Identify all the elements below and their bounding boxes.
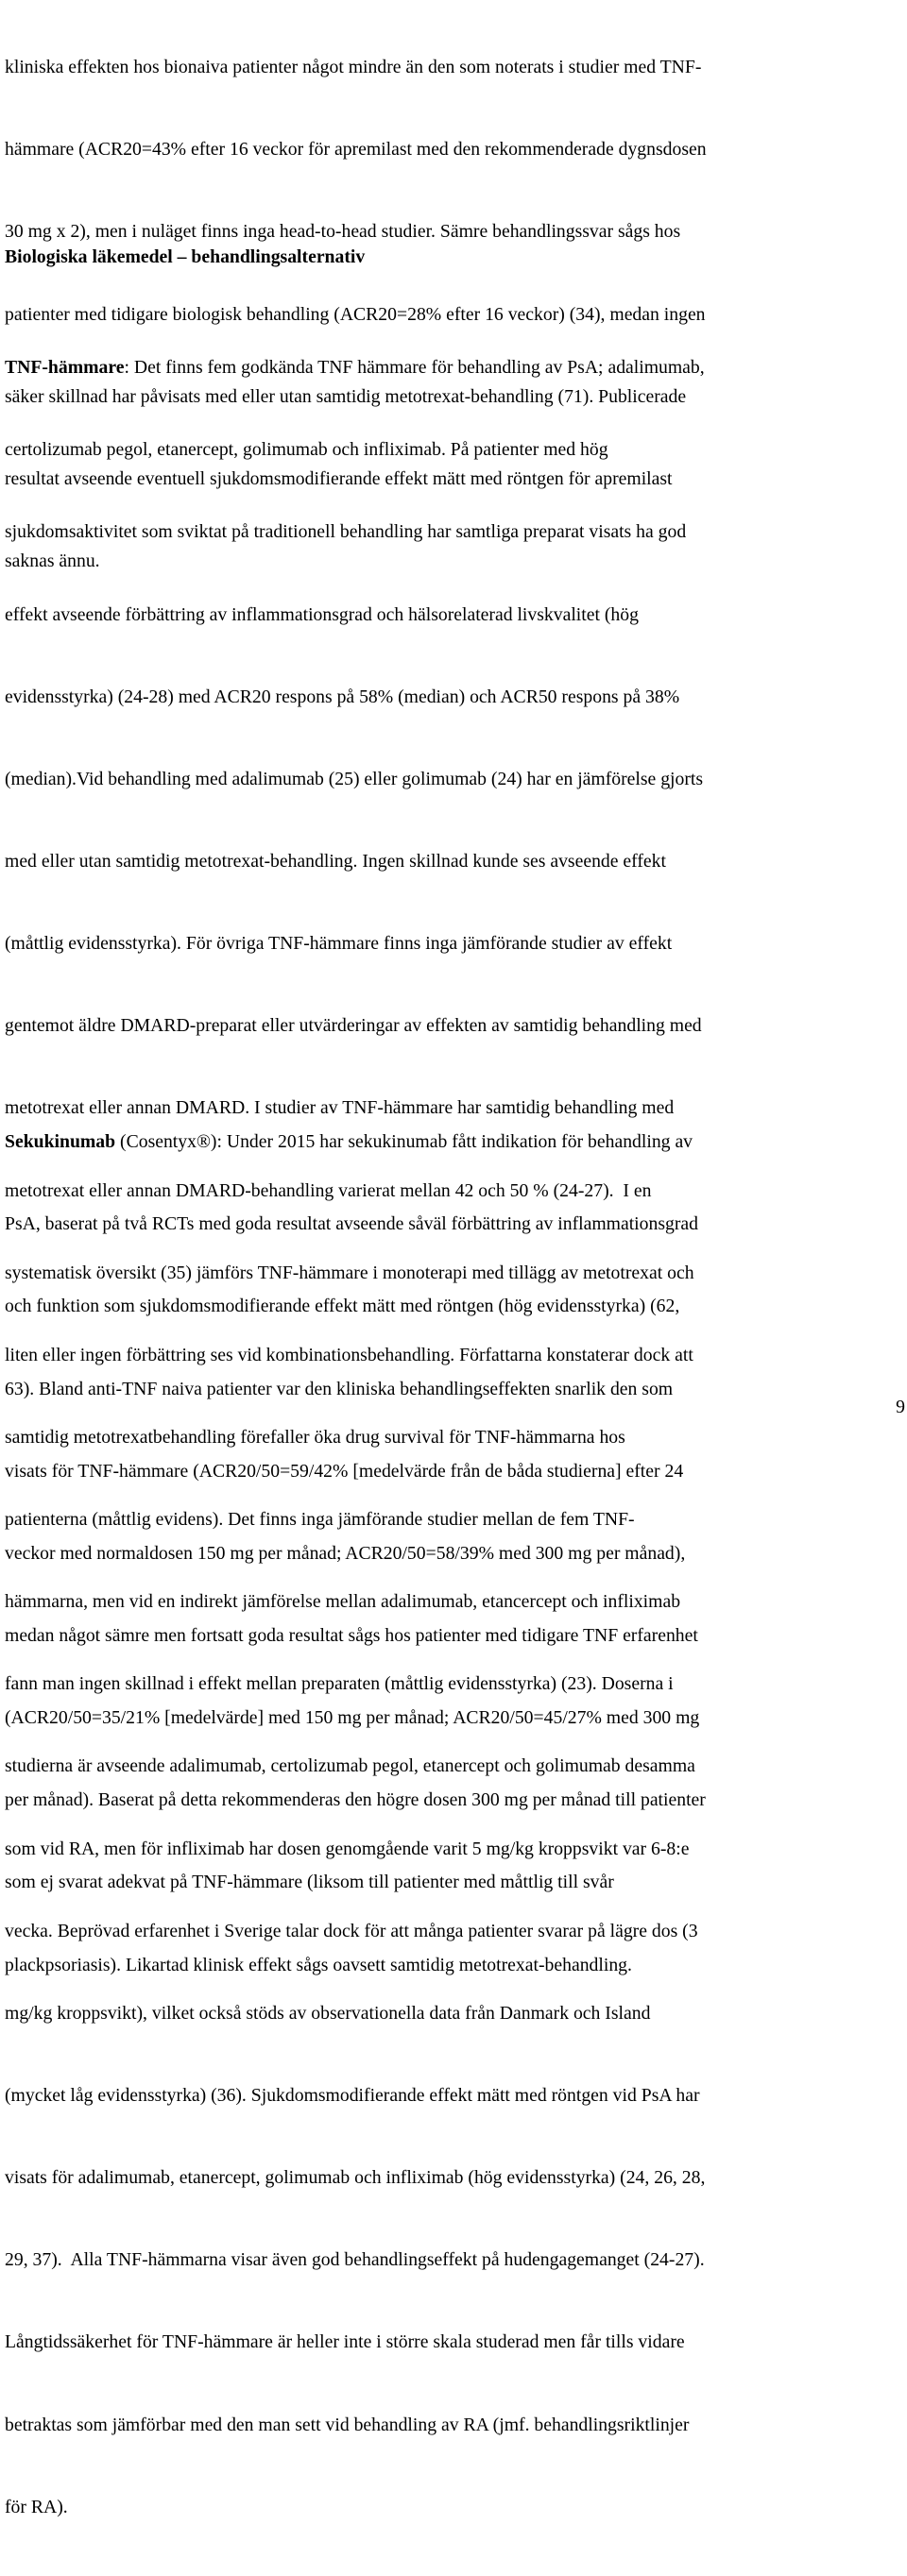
- text-line: samtidig metotrexatbehandling förefaller öka drug survival för TNF-hämmarna hos: [5, 1426, 625, 1448]
- text-line: (måttlig evidensstyrka). För övriga TNF-hämmare finns inga jämförande studier av effekt: [5, 933, 673, 955]
- text-line: liten eller ingen förbättring ses vid kombinationsbehandling. Författarna konstaterar dock att: [5, 1344, 693, 1365]
- text-line: som vid RA, men för infliximab har dosen genomgående varit 5 mg/kg kroppsvikt var 6-8:e: [5, 1838, 690, 1859]
- lead-term: TNF-hämmare: [5, 357, 125, 379]
- text-line: patienterna (måttlig evidens). Det finns inga jämförande studier mellan de fem TNF-: [5, 1509, 635, 1531]
- text-line: 30 mg x 2), men i nuläget finns inga head-to-head studier. Sämre behandlingssvar sågs hos: [5, 221, 681, 243]
- text-line: plackpsoriasis). Likartad klinisk effekt sågs oavsett samtidig metotrexat-behandling.: [5, 1954, 632, 1975]
- page-number: 9: [896, 1397, 905, 1417]
- text-line: visats för adalimumab, etanercept, golimumab och infliximab (hög evidensstyrka) (24, 26, 28,: [5, 2167, 706, 2189]
- text-line: studierna är avseende adalimumab, certolizumab pegol, etanercept och golimumab desamma: [5, 1755, 695, 1777]
- text-line: PsA, baserat på två RCTs med goda resultat avseende såväl förbättring av inflammationsgrad: [5, 1213, 698, 1235]
- text-line: per månad). Baserat på detta rekommenderas den högre dosen 300 mg per månad till patienter: [5, 1789, 706, 1811]
- text-line: effekt avseende förbättring av inflammationsgrad och hälsorelaterad livskvalitet (hög: [5, 603, 639, 625]
- text-line: [5, 354, 705, 381]
- section-heading: Biologiska läkemedel – behandlingsalternativ: [5, 246, 366, 267]
- text-line: metotrexat eller annan DMARD-behandling varierat mellan 42 och 50 % (24-27). I en: [5, 1179, 652, 1201]
- text-line: metotrexat eller annan DMARD. I studier av TNF-hämmare har samtidig behandling med: [5, 1097, 675, 1119]
- text-line: veckor med normaldosen 150 mg per månad; ACR20/50=58/39% med 300 mg per månad),: [5, 1542, 686, 1564]
- text-line: kliniska effekten hos bionaiva patienter något mindre än den som noterats i studier med TNF-: [5, 57, 702, 78]
- text-line: patienter med tidigare biologisk behandling (ACR20=28% efter 16 veckor) (34), medan ingen: [5, 303, 706, 325]
- text-line: systematisk översikt (35) jämförs TNF-hämmare i monoterapi med tillägg av metotrexat och: [5, 1262, 694, 1283]
- text-line: 63). Bland anti-TNF naiva patienter var den kliniska behandlingseffekten snarlik den som: [5, 1378, 674, 1399]
- text-line-rest: (Cosentyx®): Under 2015 har sekukinumab fått indikation för behandling av: [115, 1131, 693, 1153]
- paragraph-secukinumab: [5, 1074, 706, 2034]
- text-line: och funktion som sjukdomsmodifierande effekt mätt med röntgen (hög evidensstyrka) (62,: [5, 1296, 680, 1317]
- text-line: resultat avseende eventuell sjukdomsmodifierande effekt mätt med röntgen för apremilast: [5, 467, 673, 489]
- text-line: med eller utan samtidig metotrexat-behandling. Ingen skillnad kunde ses avseende effekt: [5, 850, 666, 872]
- text-line: medan något sämre men fortsatt goda resultat sågs hos patienter med tidigare TNF erfarenhet: [5, 1624, 698, 1646]
- text-line: Långtidssäkerhet för TNF-hämmare är heller inte i större skala studerad men får tills vidare: [5, 2331, 685, 2353]
- text-line: (mycket låg evidensstyrka) (36). Sjukdomsmodifierande effekt mätt med röntgen vid PsA har: [5, 2085, 700, 2107]
- text-line: gentemot äldre DMARD-preparat eller utvärderingar av effekten av samtidig behandling med: [5, 1015, 702, 1037]
- text-line: 29, 37). Alla TNF-hämmarna visar även god behandlingseffekt på hudengagemanget (24-27).: [5, 2249, 705, 2271]
- text-line-rest: : Det finns fem godkända TNF hämmare för behandling av PsA; adalimumab,: [124, 357, 705, 379]
- text-line: fann man ingen skillnad i effekt mellan preparaten (måttlig evidensstyrka) (23). Doserna i: [5, 1673, 674, 1695]
- text-line: visats för TNF-hämmare (ACR20/50=59/42% [medelvärde från de båda studierna] efter 24: [5, 1460, 684, 1482]
- text-line: certolizumab pegol, etanercept, golimumab och infliximab. På patienter med hög: [5, 439, 608, 461]
- text-line: säker skillnad har påvisats med eller utan samtidig metotrexat-behandling (71). Publicerade: [5, 385, 687, 407]
- text-line: evidensstyrka) (24-28) med ACR20 respons på 58% (median) och ACR50 respons på 38%: [5, 686, 680, 707]
- text-line: som ej svarat adekvat på TNF-hämmare (liksom till patienter med måttlig till svår: [5, 1872, 614, 1893]
- lead-term: Sekukinumab: [5, 1131, 116, 1153]
- text-line: hämmarna, men vid en indirekt jämförelse mellan adalimumab, etancercept och infliximab: [5, 1591, 681, 1613]
- text-line: sjukdomsaktivitet som sviktat på traditionell behandling har samtliga preparat visats ha god: [5, 521, 687, 543]
- text-line: (median).Vid behandling med adalimumab (25) eller golimumab (24) har en jämförelse gjorts: [5, 768, 704, 789]
- text-line: betraktas som jämförbar med den man sett vid behandling av RA (jmf. behandlingsriktlinjer: [5, 2414, 690, 2435]
- text-line: saknas ännu.: [5, 550, 100, 571]
- text-line: (ACR20/50=35/21% [medelvärde] med 150 mg per månad; ACR20/50=45/27% med 300 mg: [5, 1707, 700, 1729]
- text-line: vecka. Beprövad erfarenhet i Sverige talar dock för att många patienter svarar på lägre dos (3: [5, 1920, 698, 1941]
- text-line: mg/kg kroppsvikt), vilket också stöds av observationella data från Danmark och Island: [5, 2002, 651, 2024]
- text-line: [5, 1128, 706, 1156]
- text-line: hämmare (ACR20=43% efter 16 veckor för apremilast med den rekommenderade dygnsdosen: [5, 139, 707, 161]
- text-line: för RA).: [5, 2496, 68, 2517]
